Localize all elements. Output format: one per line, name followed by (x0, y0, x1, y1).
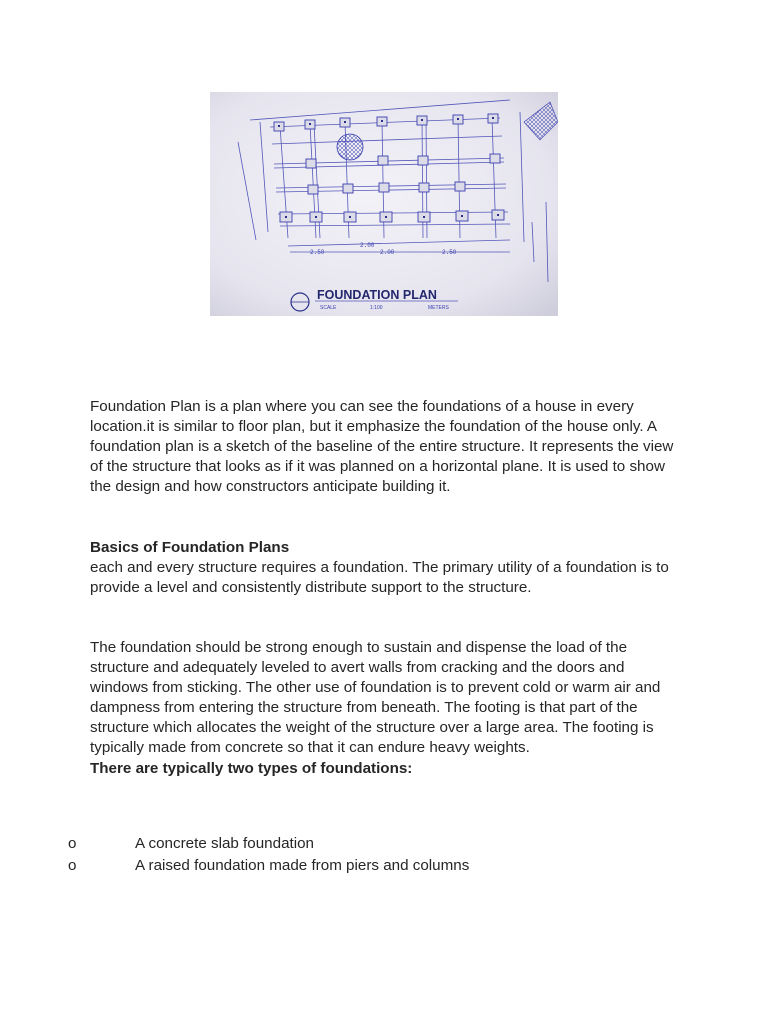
types-heading: There are typically two types of foundations: (90, 759, 413, 777)
foundation-plan-image (210, 92, 558, 316)
list-item-text: A raised foundation made from piers and columns (135, 857, 470, 874)
foundation-plan-drawing (210, 92, 558, 316)
bullet-marker: o (68, 835, 77, 852)
figure-scale-value: 1:100 (370, 305, 383, 311)
figure-units-label: METERS (428, 305, 449, 311)
dimension-label: 2.50 (442, 249, 457, 256)
dimension-label: 2.00 (360, 242, 375, 249)
foundation-section (90, 638, 680, 779)
dimension-label: 2.50 (310, 249, 325, 256)
dimension-label: 2.00 (380, 249, 395, 256)
bullet-marker: o (68, 857, 77, 874)
basics-section (90, 538, 680, 598)
figure-scale-label: SCALE (320, 305, 337, 311)
intro-paragraph: Foundation Plan is a plan where you can see the foundations of a house in every location.it is similar to floor plan, but it emphasize the foundation of the house only. A foundation plan is a sketch of the baseline of the entire structure. It represents the view of the structure that looks as if it was planned on a horizontal plane. It is used to show the design and how constructors anticipate building it. (90, 398, 674, 496)
basics-paragraph: each and every structure requires a foundation. The primary utility of a foundation is to provide a level and consistently distribute support to the structure. (90, 559, 669, 597)
figure-title: FOUNDATION PLAN (317, 288, 437, 302)
basics-heading: Basics of Foundation Plans (90, 539, 290, 556)
foundation-paragraph: The foundation should be strong enough to sustain and dispense the load of the structure and adequately leveled to avert walls from cracking and the doors and windows from sticking. The other use of foundation is to prevent cold or warm air and dampness from entering the structure from beneath. The footing is that part of the structure which allocates the weight of the structure over a large area. The footing is typically made from concrete so that it can endure heavy weights. (90, 639, 661, 757)
list-item-text: A concrete slab foundation (135, 835, 315, 852)
